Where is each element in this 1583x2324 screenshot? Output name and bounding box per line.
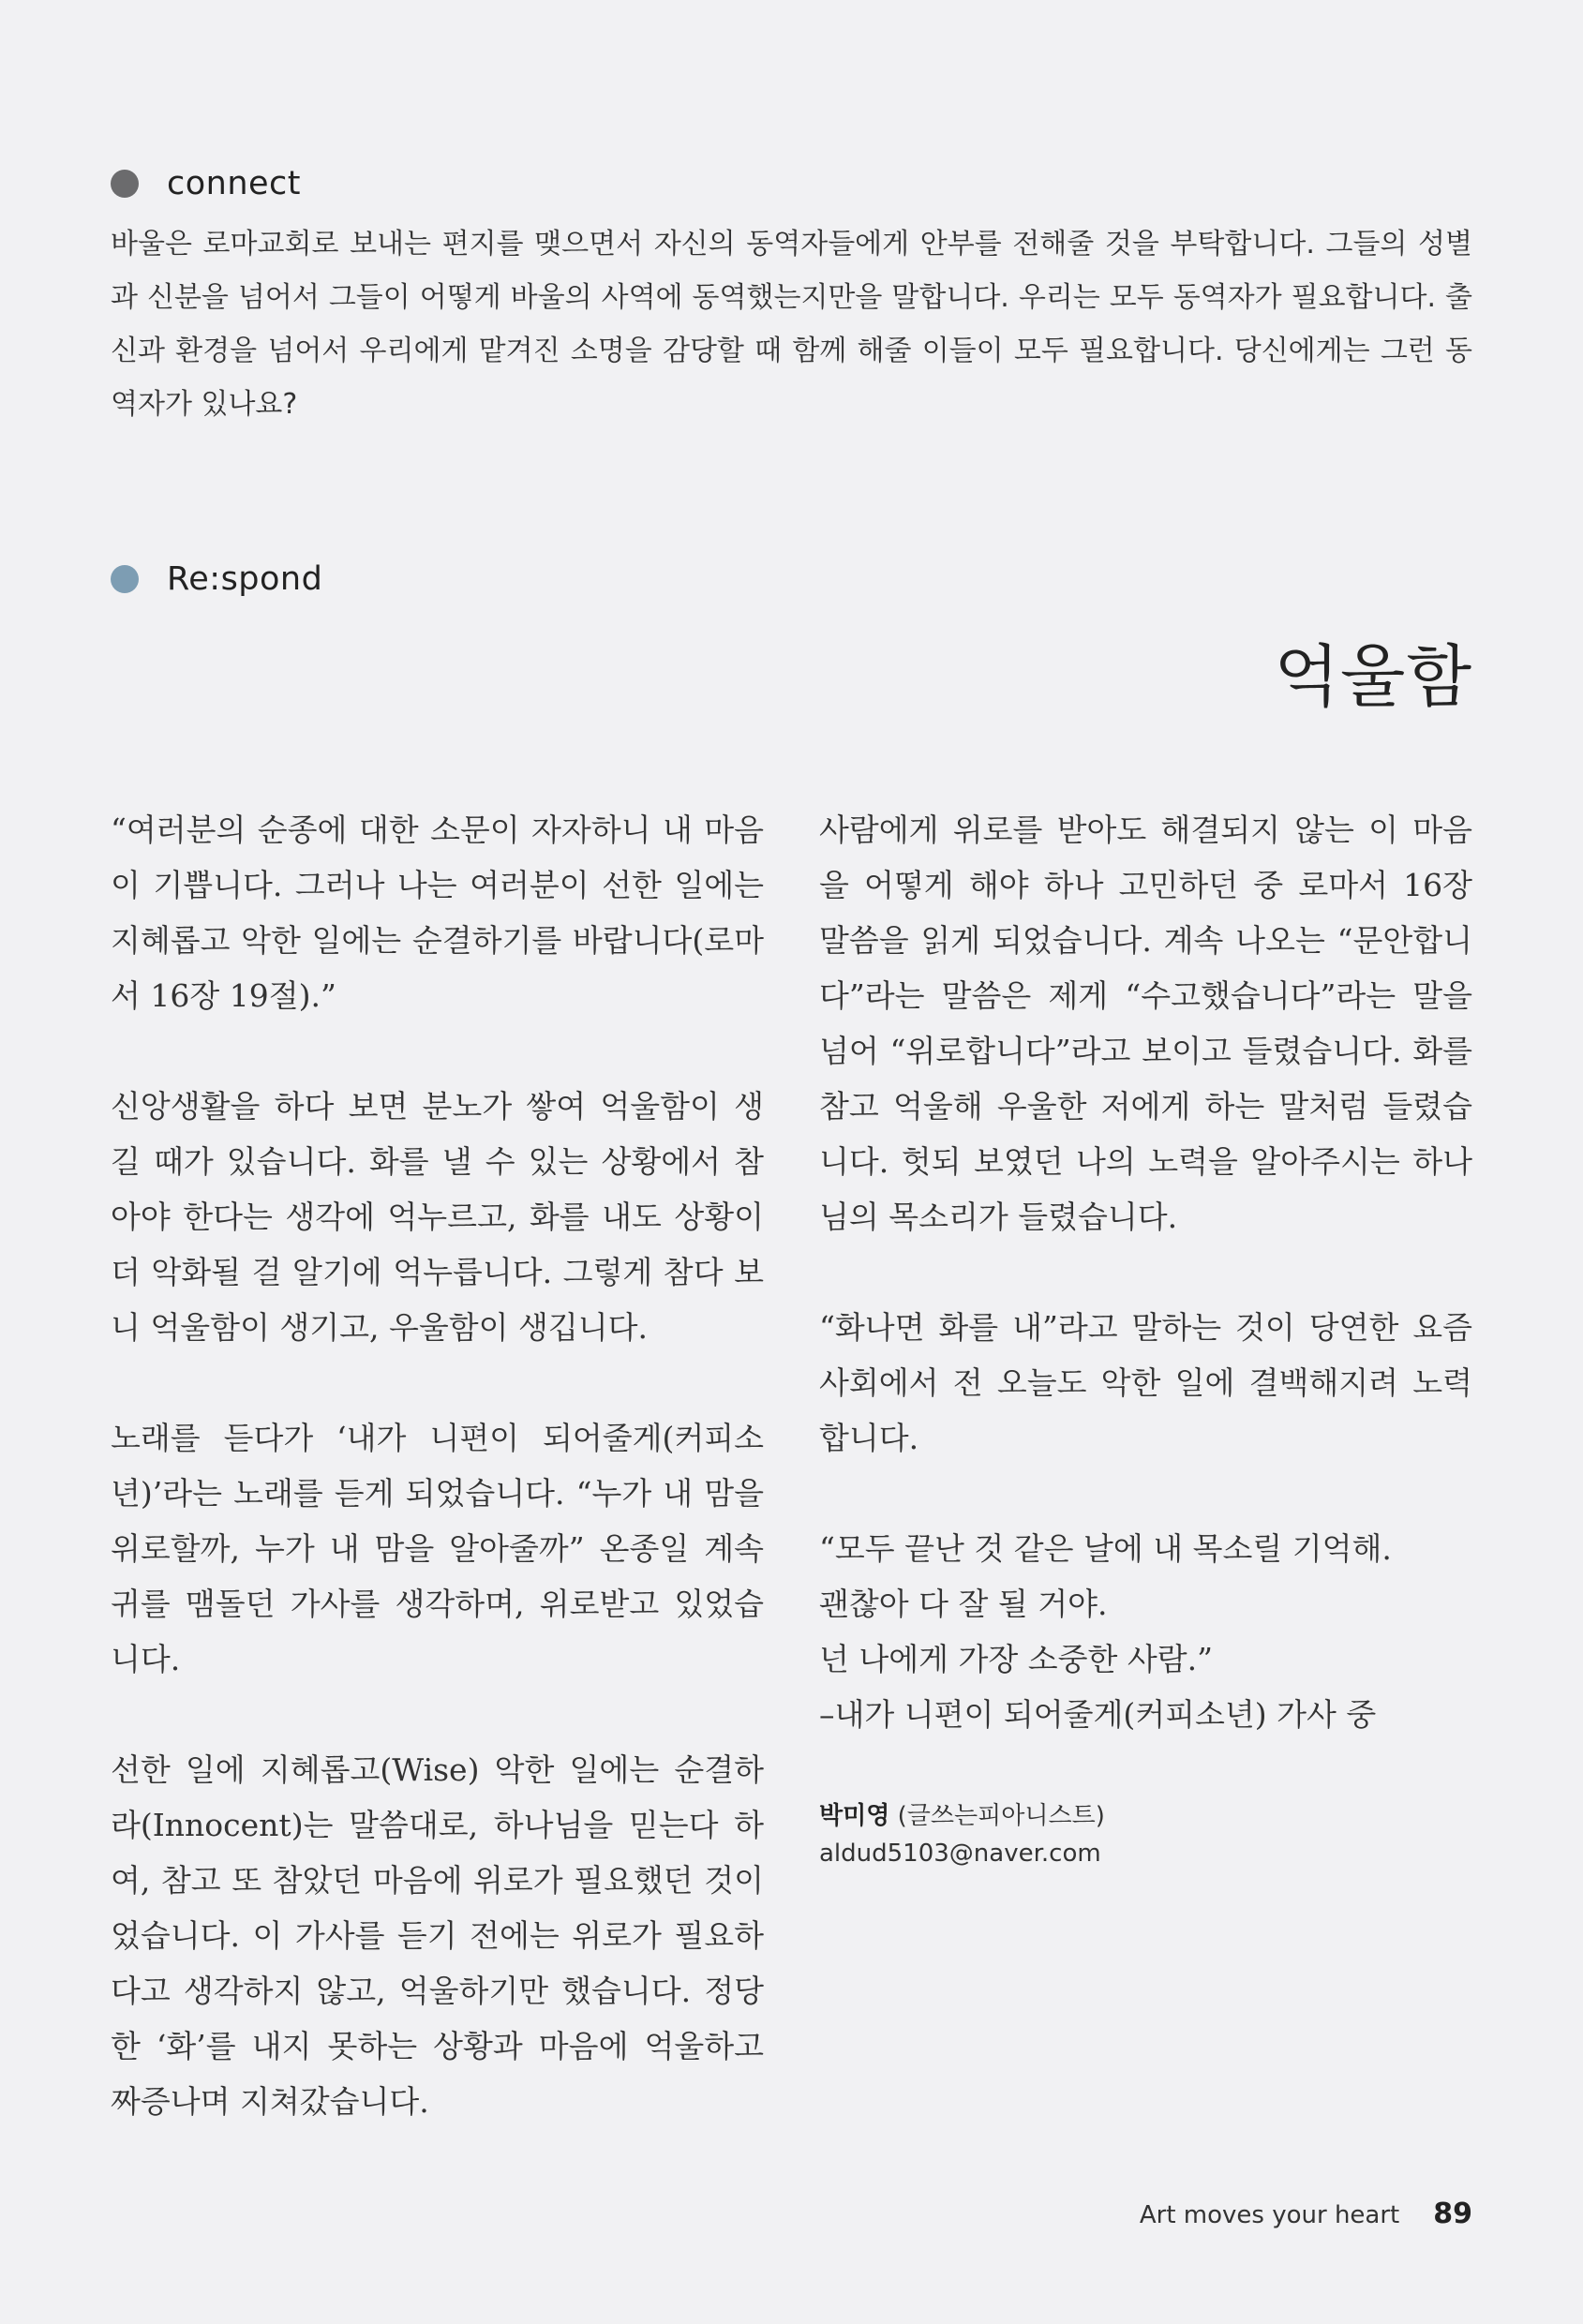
footer-tagline: Art moves your heart xyxy=(1139,2201,1400,2229)
connect-heading-label: connect xyxy=(167,165,302,202)
page-number: 89 xyxy=(1433,2197,1472,2230)
paragraph: “화나면 화를 내”라고 말하는 것이 당연한 요즘 사회에서 전 오늘도 악한 일에 결백해지려 노력합니다. xyxy=(819,1309,1472,1456)
respond-heading xyxy=(111,560,322,598)
paragraph: 신앙생활을 하다 보면 분노가 쌓여 억울함이 생길 때가 있습니다. 화를 낼 수 있는 상황에서 참아야 한다는 생각에 억누르고, 화를 내도 상황이 더 악화될 걸 알기에 억누릅니다. 그렇게 참다 보니 억울함이 생기고, 우울함이 생깁니다. xyxy=(111,1088,764,1346)
lyrics-line: “모두 끝난 것 같은 날에 내 목소릴 기억해. xyxy=(819,1530,1392,1567)
right-column xyxy=(819,802,1472,1872)
author-name: 박미영 xyxy=(819,1802,890,1830)
connect-heading xyxy=(111,165,301,202)
article-title: 억울함 xyxy=(1274,637,1472,716)
lyrics-source: –내가 니편이 되어줄게(커피소년) 가사 중 xyxy=(819,1696,1377,1733)
paragraph: 선한 일에 지혜롭고(Wise) 악한 일에는 순결하라(Innocent)는 말씀대로, 하나님을 믿는다 하여, 참고 또 참았던 마음에 위로가 필요했던 것이었습니다. 이 가사를 듣기 전에는 위로가 필요하다고 생각하지 않고, 억울하기만 했습니다. 정당한 ‘화’를 내지 못하는 상황과 마음에 억울하고 짜증나며 지쳐갔습니다. xyxy=(111,1751,764,2120)
author-email: aldud5103@naver.com xyxy=(819,1840,1101,1868)
paragraph: “여러분의 순종에 대한 소문이 자자하니 내 마음이 기쁩니다. 그러나 나는 여러분이 선한 일에는 지혜롭고 악한 일에는 순결하기를 바랍니다(로마서 16장 19절).” xyxy=(111,812,764,1014)
paragraph: 노래를 듣다가 ‘내가 니편이 되어줄게(커피소년)’라는 노래를 듣게 되었습니다. “누가 내 맘을 위로할까, 누가 내 맘을 알아줄까” 온종일 계속 귀를 맴돌던 가사를 생각하며, 위로받고 있었습니다. xyxy=(111,1420,764,1677)
author-block xyxy=(819,1797,1472,1872)
left-column xyxy=(111,802,764,2184)
connect-bullet-icon xyxy=(111,170,139,198)
page-footer xyxy=(1140,2197,1472,2230)
connect-body: 바울은 로마교회로 보내는 편지를 맺으면서 자신의 동역자들에게 안부를 전해줄 것을 부탁합니다. 그들의 성별과 신분을 넘어서 그들이 어떻게 바울의 사역에 동역했는지만을 말합니다. 우리는 모두 동역자가 필요합니다. 출신과 환경을 넘어서 우리에게 맡겨진 소명을 감당할 때 함께 해줄 이들이 모두 필요합니다. 당신에게는 그런 동역자가 있나요? xyxy=(111,228,1472,421)
author-line xyxy=(819,1797,1472,1835)
lyrics-line: 괜찮아 다 잘 될 거야. xyxy=(819,1586,1108,1622)
paragraph: 사람에게 위로를 받아도 해결되지 않는 이 마음을 어떻게 해야 하나 고민하던 중 로마서 16장 말씀을 읽게 되었습니다. 계속 나오는 “문안합니다”라는 말씀은 제게 “수고했습니다”라는 말을 넘어 “위로합니다”라고 보이고 들렸습니다. 화를 참고 억울해 우울한 저에게 하는 말처럼 들렸습니다. 헛되 보였던 나의 노력을 알아주시는 하나님의 목소리가 들렸습니다. xyxy=(819,812,1472,1235)
lyrics-line: 넌 나에게 가장 소중한 사람.” xyxy=(819,1641,1213,1677)
respond-bullet-icon xyxy=(111,565,139,593)
lyrics-quote xyxy=(819,1521,1472,1742)
respond-heading-label: Re:spond xyxy=(167,560,323,598)
author-role: (글쓰는피아니스트) xyxy=(897,1802,1105,1830)
